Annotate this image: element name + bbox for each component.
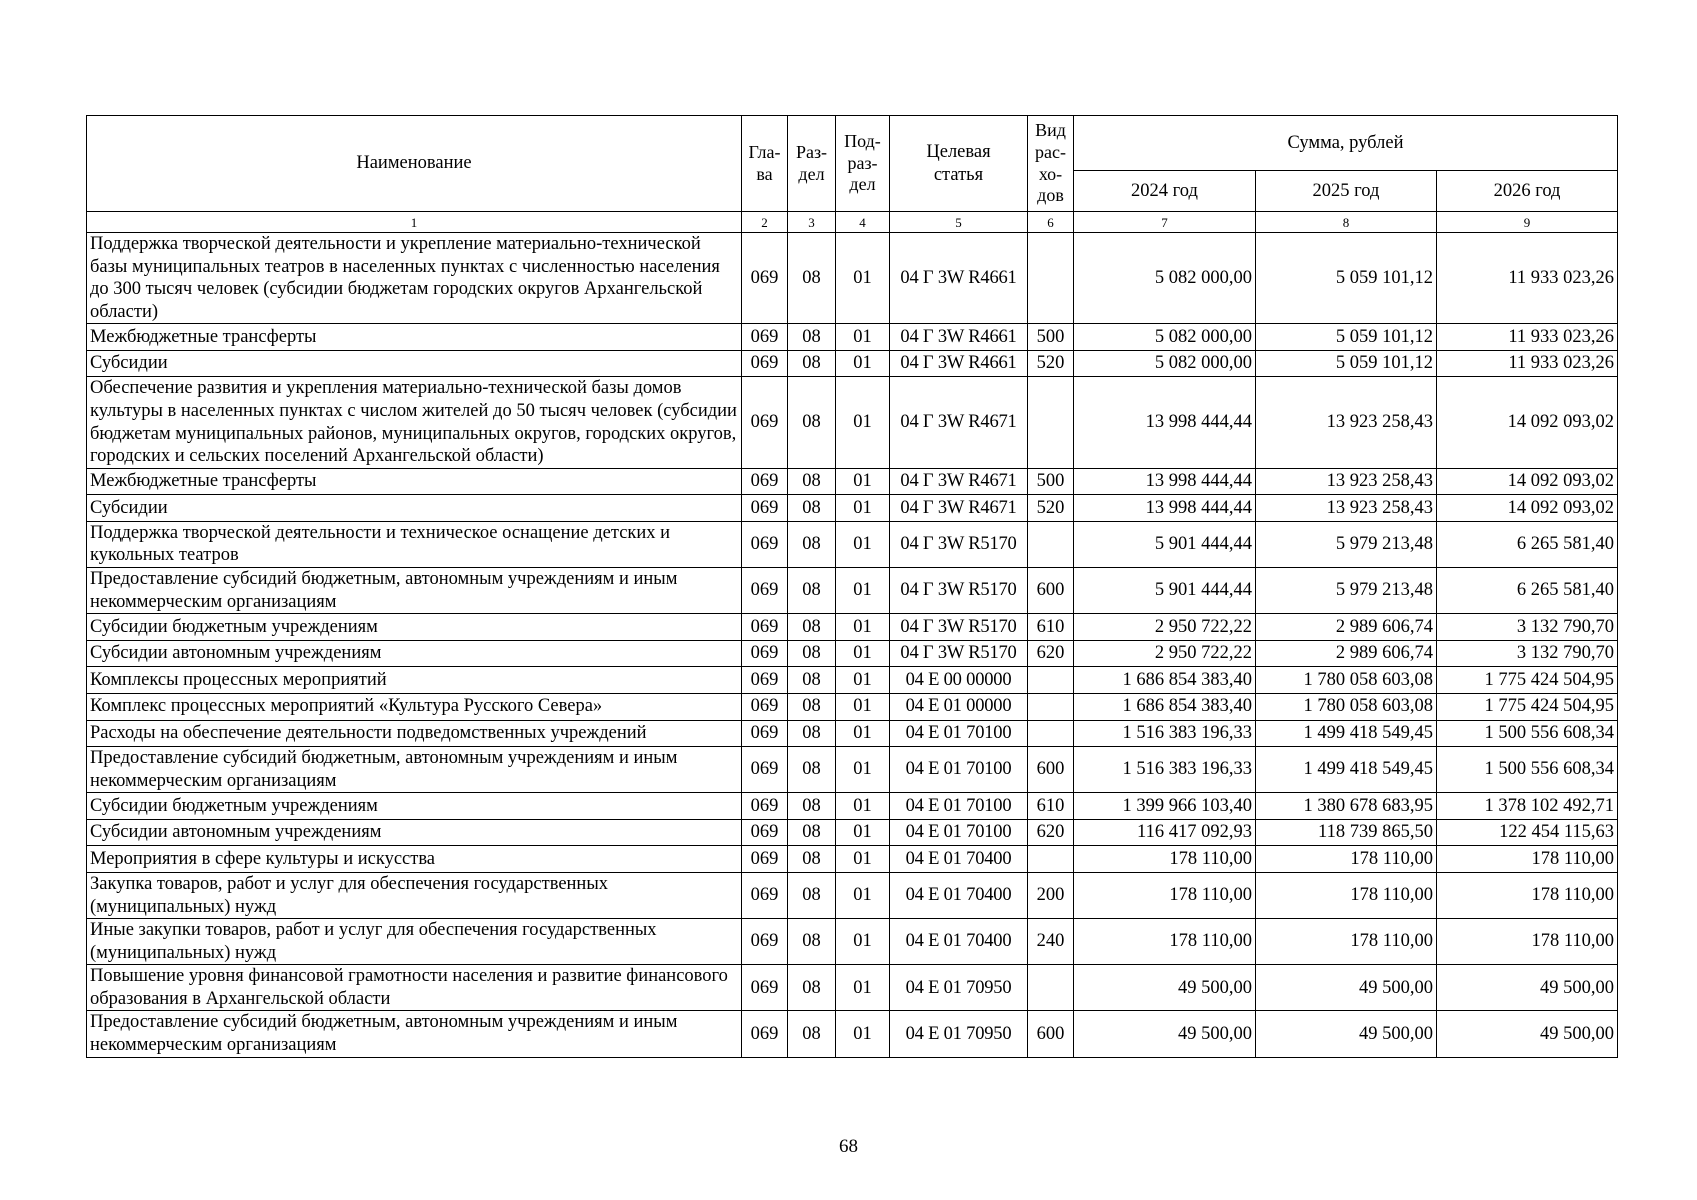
header-expense-type: Вид рас- хо- дов xyxy=(1028,116,1074,212)
cell-chapter: 069 xyxy=(742,846,788,873)
cell-name: Иные закупки товаров, работ и услуг для обеспечения государственных (муниципальных) нужд xyxy=(87,919,742,965)
header-section: Раз- дел xyxy=(788,116,836,212)
cell-amount-2026: 11 933 023,26 xyxy=(1437,350,1618,377)
cell-amount-2024: 2 950 722,22 xyxy=(1074,614,1256,641)
cell-subsection: 01 xyxy=(836,1011,890,1057)
cell-amount-2025: 5 979 213,48 xyxy=(1256,568,1437,614)
cell-amount-2024: 1 686 854 383,40 xyxy=(1074,693,1256,720)
cell-amount-2025: 2 989 606,74 xyxy=(1256,614,1437,641)
table-row xyxy=(87,720,1618,747)
cell-subsection: 01 xyxy=(836,640,890,667)
cell-section: 08 xyxy=(788,965,836,1011)
cell-chapter: 069 xyxy=(742,965,788,1011)
cell-section: 08 xyxy=(788,1011,836,1057)
cell-subsection: 01 xyxy=(836,233,890,324)
cell-subsection: 01 xyxy=(836,568,890,614)
cell-amount-2026: 49 500,00 xyxy=(1437,1011,1618,1057)
cell-amount-2024: 178 110,00 xyxy=(1074,873,1256,919)
table-row xyxy=(87,873,1618,919)
table-row xyxy=(87,667,1618,694)
header-year-2025: 2025 год xyxy=(1256,171,1437,212)
cell-expense-type xyxy=(1028,233,1074,324)
cell-amount-2026: 122 454 115,63 xyxy=(1437,819,1618,846)
cell-amount-2024: 5 082 000,00 xyxy=(1074,233,1256,324)
table-row xyxy=(87,521,1618,567)
cell-section: 08 xyxy=(788,640,836,667)
cell-section: 08 xyxy=(788,819,836,846)
cell-chapter: 069 xyxy=(742,819,788,846)
cell-expense-type: 500 xyxy=(1028,468,1074,495)
cell-amount-2026: 1 775 424 504,95 xyxy=(1437,693,1618,720)
cell-amount-2025: 13 923 258,43 xyxy=(1256,495,1437,522)
cell-name: Межбюджетные трансферты xyxy=(87,324,742,351)
cell-amount-2025: 13 923 258,43 xyxy=(1256,468,1437,495)
cell-target-article: 04 Г 3W R4671 xyxy=(890,377,1028,468)
table-header xyxy=(87,116,1618,233)
cell-chapter: 069 xyxy=(742,793,788,820)
cell-section: 08 xyxy=(788,720,836,747)
cell-amount-2024: 2 950 722,22 xyxy=(1074,640,1256,667)
cell-section: 08 xyxy=(788,667,836,694)
column-number: 9 xyxy=(1437,212,1618,233)
header-chapter: Гла- ва xyxy=(742,116,788,212)
column-number: 4 xyxy=(836,212,890,233)
cell-expense-type: 520 xyxy=(1028,495,1074,522)
cell-section: 08 xyxy=(788,747,836,793)
cell-subsection: 01 xyxy=(836,350,890,377)
cell-section: 08 xyxy=(788,568,836,614)
cell-expense-type xyxy=(1028,377,1074,468)
cell-chapter: 069 xyxy=(742,667,788,694)
cell-amount-2025: 178 110,00 xyxy=(1256,873,1437,919)
column-number: 2 xyxy=(742,212,788,233)
cell-name: Комплекс процессных мероприятий «Культура Русского Севера» xyxy=(87,693,742,720)
cell-amount-2024: 5 901 444,44 xyxy=(1074,521,1256,567)
cell-chapter: 069 xyxy=(742,747,788,793)
cell-amount-2024: 1 516 383 196,33 xyxy=(1074,747,1256,793)
cell-amount-2026: 1 775 424 504,95 xyxy=(1437,667,1618,694)
cell-subsection: 01 xyxy=(836,667,890,694)
cell-amount-2026: 178 110,00 xyxy=(1437,873,1618,919)
cell-expense-type: 200 xyxy=(1028,873,1074,919)
cell-target-article: 04 Е 01 70100 xyxy=(890,819,1028,846)
cell-amount-2025: 49 500,00 xyxy=(1256,965,1437,1011)
table-row xyxy=(87,468,1618,495)
cell-expense-type: 600 xyxy=(1028,568,1074,614)
cell-amount-2025: 13 923 258,43 xyxy=(1256,377,1437,468)
header-year-2026: 2026 год xyxy=(1437,171,1618,212)
cell-name: Предоставление субсидий бюджетным, автономным учреждениям и иным некоммерческим организациям xyxy=(87,747,742,793)
cell-amount-2026: 11 933 023,26 xyxy=(1437,324,1618,351)
budget-table xyxy=(86,115,1618,1058)
cell-name: Субсидии автономным учреждениям xyxy=(87,640,742,667)
cell-amount-2024: 178 110,00 xyxy=(1074,919,1256,965)
cell-chapter: 069 xyxy=(742,873,788,919)
cell-chapter: 069 xyxy=(742,495,788,522)
cell-subsection: 01 xyxy=(836,521,890,567)
table-row xyxy=(87,846,1618,873)
cell-chapter: 069 xyxy=(742,468,788,495)
cell-amount-2026: 3 132 790,70 xyxy=(1437,614,1618,641)
cell-amount-2025: 5 059 101,12 xyxy=(1256,350,1437,377)
cell-amount-2025: 1 499 418 549,45 xyxy=(1256,747,1437,793)
table-row xyxy=(87,919,1618,965)
cell-target-article: 04 Г 3W R5170 xyxy=(890,568,1028,614)
cell-subsection: 01 xyxy=(836,468,890,495)
cell-expense-type xyxy=(1028,667,1074,694)
table-row xyxy=(87,614,1618,641)
cell-subsection: 01 xyxy=(836,377,890,468)
cell-section: 08 xyxy=(788,377,836,468)
cell-amount-2026: 49 500,00 xyxy=(1437,965,1618,1011)
table-row xyxy=(87,793,1618,820)
header-subsection: Под- раз- дел xyxy=(836,116,890,212)
cell-subsection: 01 xyxy=(836,693,890,720)
cell-amount-2026: 1 500 556 608,34 xyxy=(1437,747,1618,793)
cell-amount-2024: 13 998 444,44 xyxy=(1074,377,1256,468)
table-row xyxy=(87,1011,1618,1057)
cell-amount-2024: 5 082 000,00 xyxy=(1074,350,1256,377)
table-row xyxy=(87,350,1618,377)
cell-amount-2025: 2 989 606,74 xyxy=(1256,640,1437,667)
cell-chapter: 069 xyxy=(742,720,788,747)
cell-subsection: 01 xyxy=(836,324,890,351)
cell-name: Обеспечение развития и укрепления материально-технической базы домов культуры в населенных пунктах с числом жителей до 50 тысяч человек (субсидии бюджетам муниципальных районов, муниципальных округов, городских округов, городских и сельских поселений Архангельской области) xyxy=(87,377,742,468)
cell-amount-2026: 178 110,00 xyxy=(1437,919,1618,965)
cell-target-article: 04 Г 3W R5170 xyxy=(890,640,1028,667)
cell-name: Комплексы процессных мероприятий xyxy=(87,667,742,694)
cell-expense-type: 620 xyxy=(1028,819,1074,846)
cell-target-article: 04 Г 3W R4671 xyxy=(890,495,1028,522)
cell-chapter: 069 xyxy=(742,377,788,468)
cell-amount-2024: 1 399 966 103,40 xyxy=(1074,793,1256,820)
table-row xyxy=(87,747,1618,793)
cell-expense-type: 620 xyxy=(1028,640,1074,667)
cell-chapter: 069 xyxy=(742,1011,788,1057)
cell-section: 08 xyxy=(788,846,836,873)
cell-amount-2025: 1 780 058 603,08 xyxy=(1256,667,1437,694)
cell-expense-type: 240 xyxy=(1028,919,1074,965)
cell-subsection: 01 xyxy=(836,819,890,846)
cell-amount-2025: 1 780 058 603,08 xyxy=(1256,693,1437,720)
cell-subsection: 01 xyxy=(836,873,890,919)
table-row xyxy=(87,819,1618,846)
cell-amount-2025: 1 380 678 683,95 xyxy=(1256,793,1437,820)
cell-amount-2024: 13 998 444,44 xyxy=(1074,495,1256,522)
cell-target-article: 04 Е 01 70950 xyxy=(890,1011,1028,1057)
header-year-2024: 2024 год xyxy=(1074,171,1256,212)
cell-name: Субсидии xyxy=(87,495,742,522)
cell-target-article: 04 Г 3W R4661 xyxy=(890,233,1028,324)
cell-expense-type xyxy=(1028,965,1074,1011)
cell-section: 08 xyxy=(788,873,836,919)
cell-subsection: 01 xyxy=(836,720,890,747)
cell-target-article: 04 Г 3W R4661 xyxy=(890,324,1028,351)
table-row xyxy=(87,233,1618,324)
cell-section: 08 xyxy=(788,793,836,820)
cell-expense-type: 610 xyxy=(1028,793,1074,820)
cell-section: 08 xyxy=(788,614,836,641)
cell-section: 08 xyxy=(788,468,836,495)
table-row xyxy=(87,324,1618,351)
cell-amount-2025: 178 110,00 xyxy=(1256,846,1437,873)
cell-amount-2024: 49 500,00 xyxy=(1074,965,1256,1011)
cell-section: 08 xyxy=(788,693,836,720)
cell-chapter: 069 xyxy=(742,324,788,351)
cell-amount-2026: 1 500 556 608,34 xyxy=(1437,720,1618,747)
page-number: 68 xyxy=(839,1136,858,1157)
cell-amount-2024: 116 417 092,93 xyxy=(1074,819,1256,846)
table-row xyxy=(87,495,1618,522)
cell-name: Мероприятия в сфере культуры и искусства xyxy=(87,846,742,873)
cell-name: Субсидии автономным учреждениям xyxy=(87,819,742,846)
cell-amount-2026: 6 265 581,40 xyxy=(1437,568,1618,614)
cell-expense-type xyxy=(1028,693,1074,720)
cell-chapter: 069 xyxy=(742,919,788,965)
cell-target-article: 04 Е 01 70100 xyxy=(890,720,1028,747)
header-target: Целевая статья xyxy=(890,116,1028,212)
cell-section: 08 xyxy=(788,350,836,377)
cell-target-article: 04 Е 01 70950 xyxy=(890,965,1028,1011)
cell-section: 08 xyxy=(788,919,836,965)
table-row xyxy=(87,640,1618,667)
table-row xyxy=(87,377,1618,468)
cell-section: 08 xyxy=(788,233,836,324)
cell-expense-type: 500 xyxy=(1028,324,1074,351)
cell-section: 08 xyxy=(788,521,836,567)
cell-chapter: 069 xyxy=(742,640,788,667)
cell-amount-2024: 5 901 444,44 xyxy=(1074,568,1256,614)
column-number: 3 xyxy=(788,212,836,233)
column-number: 6 xyxy=(1028,212,1074,233)
cell-name: Расходы на обеспечение деятельности подведомственных учреждений xyxy=(87,720,742,747)
table-body xyxy=(87,233,1618,1058)
cell-amount-2026: 14 092 093,02 xyxy=(1437,495,1618,522)
cell-expense-type: 600 xyxy=(1028,1011,1074,1057)
cell-target-article: 04 Г 3W R5170 xyxy=(890,614,1028,641)
cell-target-article: 04 Е 00 00000 xyxy=(890,667,1028,694)
cell-subsection: 01 xyxy=(836,793,890,820)
cell-amount-2025: 5 059 101,12 xyxy=(1256,324,1437,351)
cell-expense-type: 600 xyxy=(1028,747,1074,793)
column-number: 8 xyxy=(1256,212,1437,233)
cell-expense-type xyxy=(1028,521,1074,567)
column-number: 7 xyxy=(1074,212,1256,233)
cell-name: Предоставление субсидий бюджетным, автономным учреждениям и иным некоммерческим организациям xyxy=(87,568,742,614)
cell-name: Межбюджетные трансферты xyxy=(87,468,742,495)
cell-amount-2024: 1 686 854 383,40 xyxy=(1074,667,1256,694)
table-row xyxy=(87,965,1618,1011)
table-row xyxy=(87,693,1618,720)
cell-subsection: 01 xyxy=(836,846,890,873)
cell-amount-2026: 14 092 093,02 xyxy=(1437,377,1618,468)
cell-amount-2026: 11 933 023,26 xyxy=(1437,233,1618,324)
cell-name: Субсидии бюджетным учреждениям xyxy=(87,793,742,820)
cell-chapter: 069 xyxy=(742,350,788,377)
cell-amount-2026: 3 132 790,70 xyxy=(1437,640,1618,667)
cell-target-article: 04 Е 01 70400 xyxy=(890,873,1028,919)
cell-target-article: 04 Е 01 70100 xyxy=(890,793,1028,820)
cell-amount-2024: 49 500,00 xyxy=(1074,1011,1256,1057)
cell-amount-2026: 1 378 102 492,71 xyxy=(1437,793,1618,820)
cell-chapter: 069 xyxy=(742,693,788,720)
column-number-row xyxy=(87,212,1618,233)
cell-name: Субсидии бюджетным учреждениям xyxy=(87,614,742,641)
table-row xyxy=(87,568,1618,614)
column-number: 5 xyxy=(890,212,1028,233)
cell-target-article: 04 Е 01 70400 xyxy=(890,846,1028,873)
cell-name: Предоставление субсидий бюджетным, автономным учреждениям и иным некоммерческим организациям xyxy=(87,1011,742,1057)
cell-target-article: 04 Г 3W R5170 xyxy=(890,521,1028,567)
cell-target-article: 04 Г 3W R4661 xyxy=(890,350,1028,377)
cell-target-article: 04 Е 01 70100 xyxy=(890,747,1028,793)
cell-subsection: 01 xyxy=(836,747,890,793)
cell-target-article: 04 Е 01 00000 xyxy=(890,693,1028,720)
header-amount: Сумма, рублей xyxy=(1074,116,1618,171)
header-name: Наименование xyxy=(87,116,742,212)
cell-amount-2024: 1 516 383 196,33 xyxy=(1074,720,1256,747)
cell-amount-2025: 5 059 101,12 xyxy=(1256,233,1437,324)
cell-name: Субсидии xyxy=(87,350,742,377)
cell-name: Закупка товаров, работ и услуг для обеспечения государственных (муниципальных) нужд xyxy=(87,873,742,919)
cell-expense-type: 610 xyxy=(1028,614,1074,641)
cell-chapter: 069 xyxy=(742,568,788,614)
cell-expense-type: 520 xyxy=(1028,350,1074,377)
cell-target-article: 04 Г 3W R4671 xyxy=(890,468,1028,495)
cell-amount-2026: 14 092 093,02 xyxy=(1437,468,1618,495)
cell-chapter: 069 xyxy=(742,614,788,641)
cell-amount-2026: 6 265 581,40 xyxy=(1437,521,1618,567)
cell-subsection: 01 xyxy=(836,965,890,1011)
cell-amount-2025: 5 979 213,48 xyxy=(1256,521,1437,567)
cell-section: 08 xyxy=(788,324,836,351)
cell-amount-2024: 13 998 444,44 xyxy=(1074,468,1256,495)
cell-amount-2026: 178 110,00 xyxy=(1437,846,1618,873)
cell-subsection: 01 xyxy=(836,614,890,641)
cell-amount-2024: 178 110,00 xyxy=(1074,846,1256,873)
cell-amount-2025: 178 110,00 xyxy=(1256,919,1437,965)
cell-name: Поддержка творческой деятельности и укрепление материально-технической базы муниципальных театров в населенных пунктах с численностью населения до 300 тысяч человек (субсидии бюджетам городских округов Архангельской области) xyxy=(87,233,742,324)
cell-amount-2025: 49 500,00 xyxy=(1256,1011,1437,1057)
cell-subsection: 01 xyxy=(836,919,890,965)
cell-amount-2024: 5 082 000,00 xyxy=(1074,324,1256,351)
cell-chapter: 069 xyxy=(742,521,788,567)
cell-name: Повышение уровня финансовой грамотности населения и развитие финансового образования в Архангельской области xyxy=(87,965,742,1011)
cell-section: 08 xyxy=(788,495,836,522)
column-number: 1 xyxy=(87,212,742,233)
cell-target-article: 04 Е 01 70400 xyxy=(890,919,1028,965)
cell-amount-2025: 118 739 865,50 xyxy=(1256,819,1437,846)
cell-name: Поддержка творческой деятельности и техническое оснащение детских и кукольных театров xyxy=(87,521,742,567)
cell-amount-2025: 1 499 418 549,45 xyxy=(1256,720,1437,747)
cell-expense-type xyxy=(1028,720,1074,747)
cell-subsection: 01 xyxy=(836,495,890,522)
cell-expense-type xyxy=(1028,846,1074,873)
cell-chapter: 069 xyxy=(742,233,788,324)
